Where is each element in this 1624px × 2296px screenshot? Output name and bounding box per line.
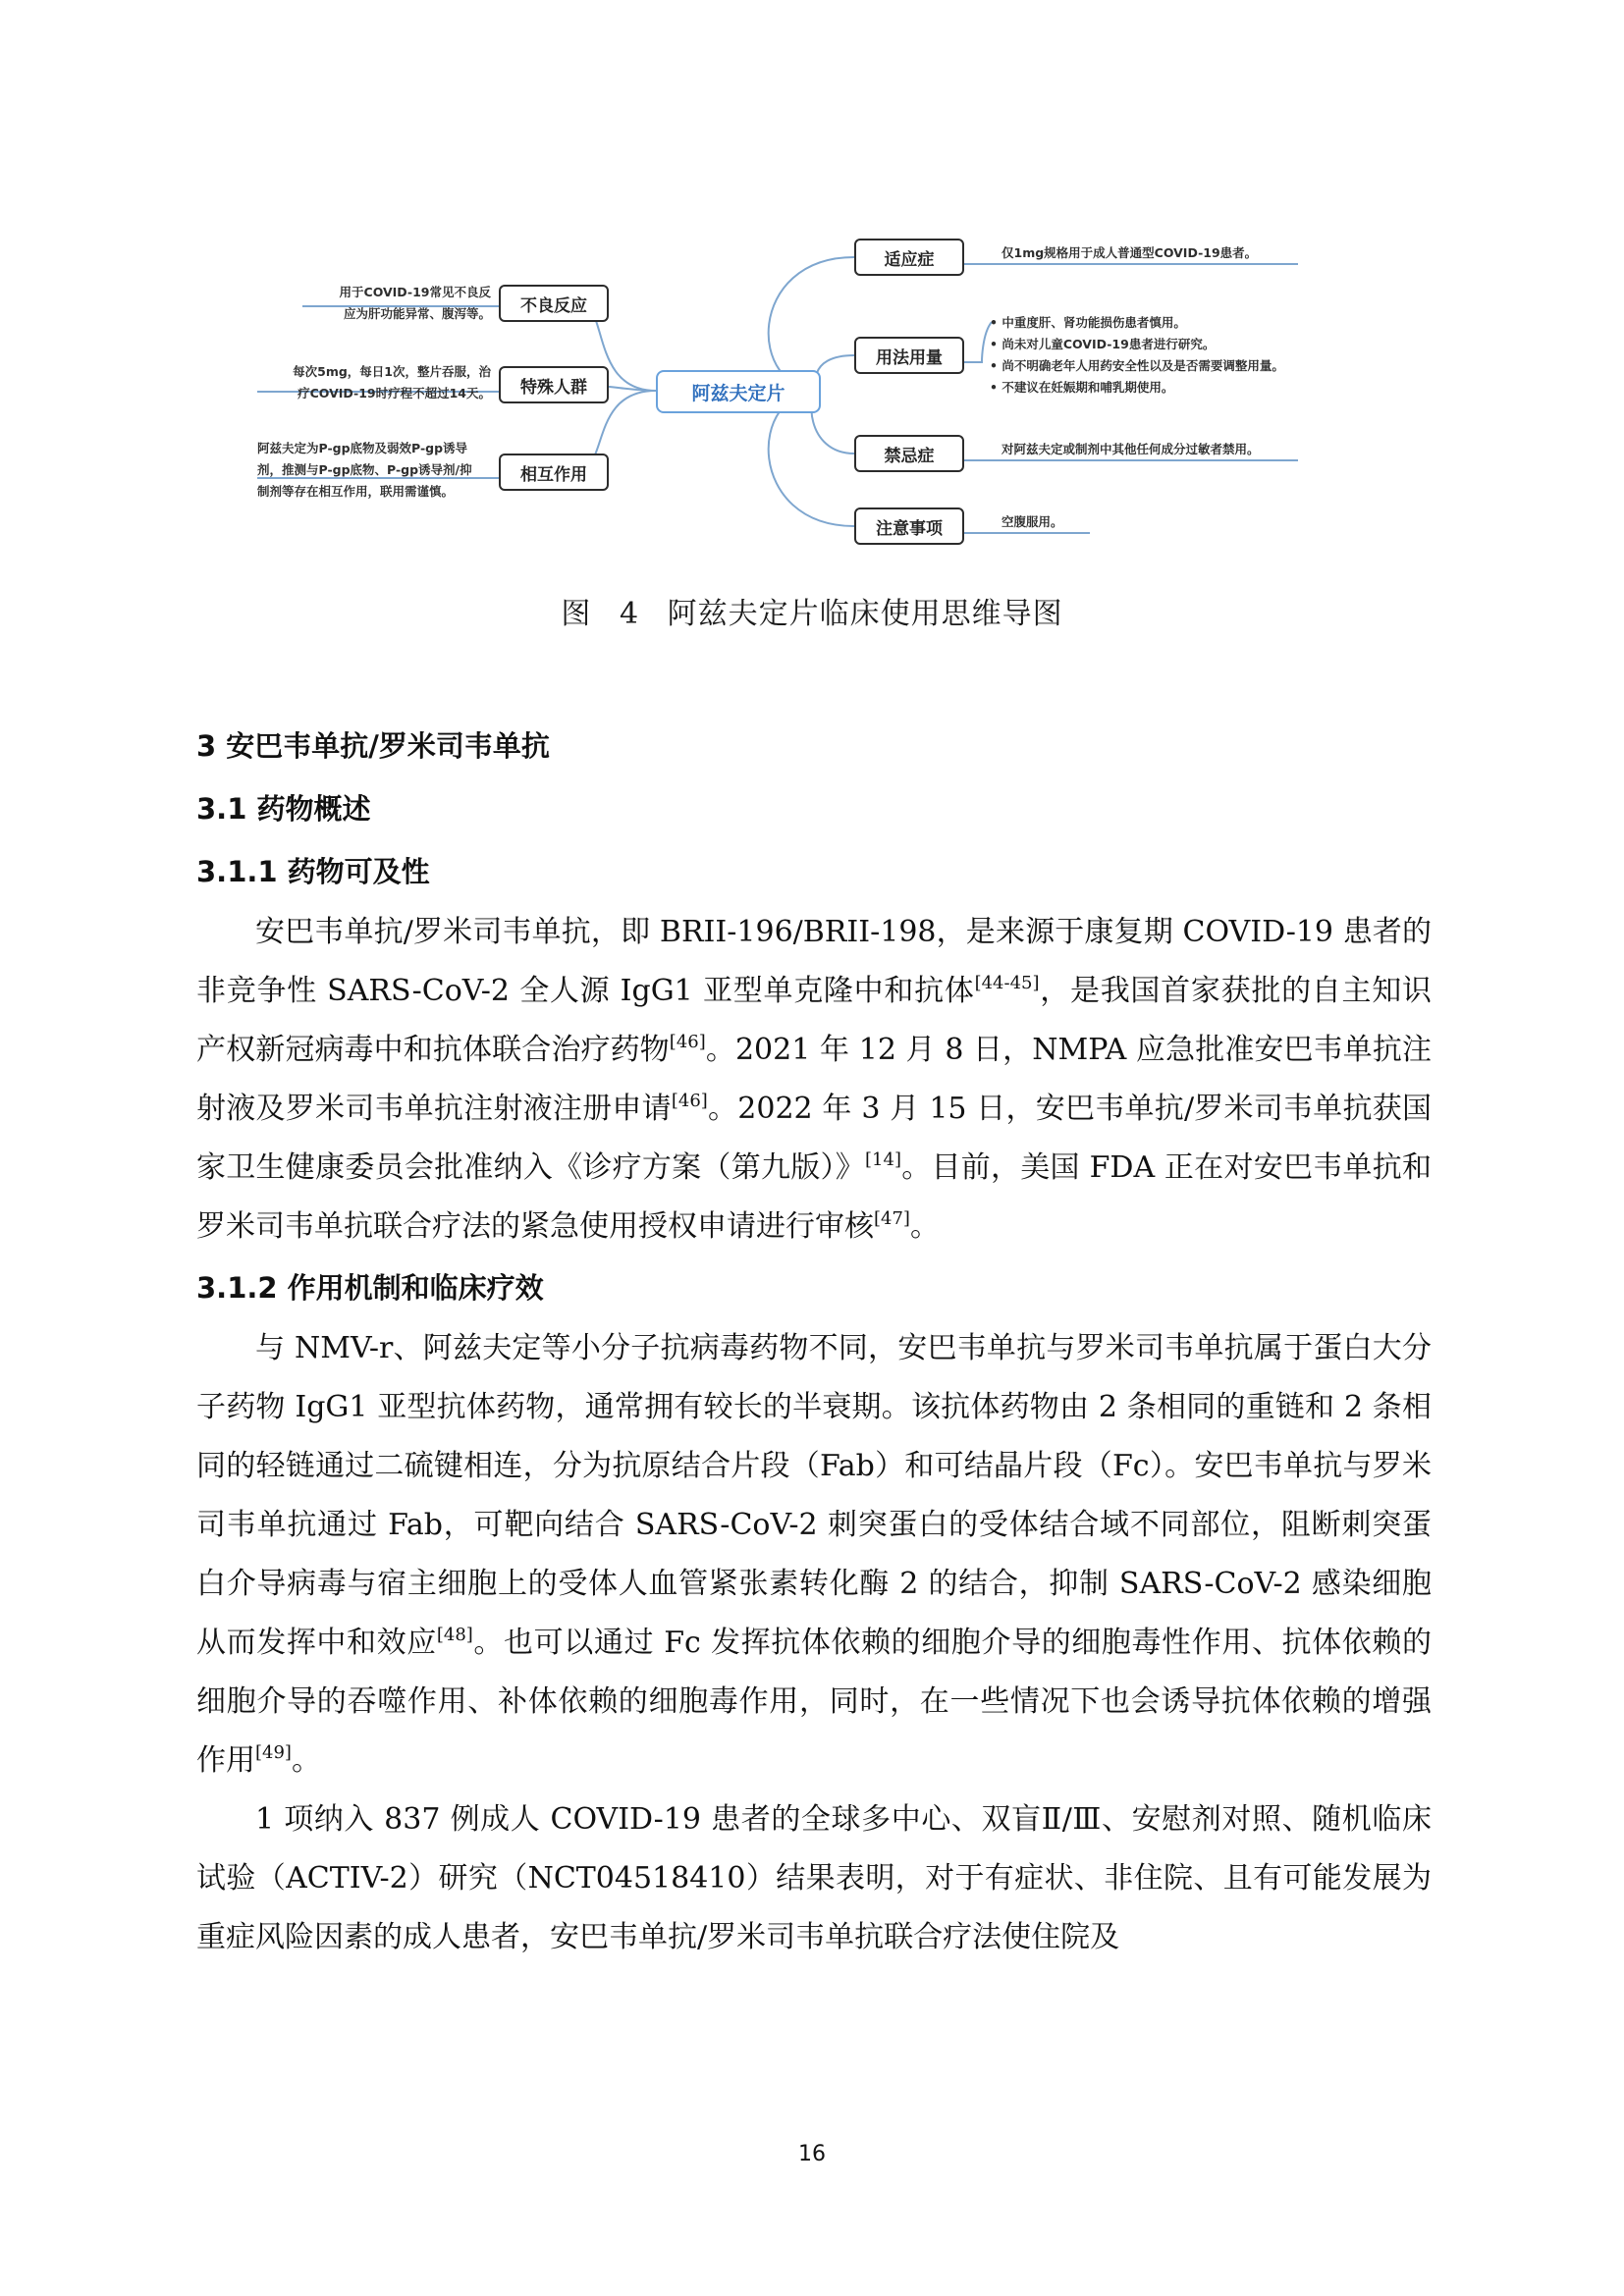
note-special-populations — [245, 361, 491, 404]
note-line: 对阿兹夫定或制剂中其他任何成分过敏者禁用。 — [1001, 442, 1260, 456]
node-contraindications: 禁忌症 — [854, 435, 964, 472]
citation-ref: [14] — [865, 1149, 901, 1170]
citation-ref: [46] — [669, 1032, 706, 1052]
text-run: 。 — [909, 1209, 940, 1244]
paragraph — [196, 1319, 1432, 1790]
mind-map-lines — [0, 0, 1624, 569]
note-line: 每次5mg，每日1次，整片吞服，治 — [293, 364, 491, 379]
section-heading: 3.1.2 作用机制和临床疗效 — [196, 1271, 544, 1305]
section-heading: 3.1 药物概述 — [196, 792, 371, 826]
text-run: 。 — [291, 1743, 321, 1778]
note-line: 疗COVID-19时疗程不超过14天。 — [298, 386, 491, 400]
node-indications: 适应症 — [854, 239, 964, 276]
citation-ref: [46] — [671, 1091, 708, 1111]
citation-ref: [44-45] — [974, 973, 1040, 993]
text-run: 。目前，美国 FDA 正在对安巴韦单抗和罗米司韦单抗联合疗法的紧急使用授权申请进行审核 — [196, 1150, 1433, 1244]
underline-dosage — [964, 322, 992, 362]
text-run: 。也可以通过 Fc 发挥抗体依赖的细胞介导的细胞毒性作用、抗体依赖的细胞介导的吞噬作用、补体依赖的细胞毒作用，同时，在一些情况下也会诱导抗体依赖的增强作用 — [196, 1626, 1432, 1778]
note-line: 剂，推测与P-gp底物、P-gp诱导剂/抑 — [257, 462, 472, 477]
citation-ref: [48] — [436, 1625, 473, 1645]
note-adverse-reactions — [295, 282, 491, 325]
citation-ref: [47] — [874, 1208, 910, 1229]
note-line: 阿兹夫定为P-gp底物及弱效P-gp诱导 — [257, 441, 468, 455]
paragraph — [196, 903, 1432, 1256]
section-heading: 3.1.1 药物可及性 — [196, 855, 430, 888]
note-line: 应为肝功能异常、腹泻等。 — [343, 306, 491, 321]
text-run: 。2022 年 3 月 15 日，安巴韦单抗/罗米司韦单抗获国家卫生健康委员会批准纳入《诊疗方案（第九版）》 — [196, 1092, 1432, 1185]
node-adverse-reactions: 不良反应 — [499, 285, 609, 322]
note-contraindications — [1001, 439, 1260, 460]
page-number: 16 — [798, 2142, 826, 2166]
note-dosage-administration — [990, 312, 1284, 399]
note-indications — [1001, 242, 1257, 264]
mind-map — [0, 0, 1624, 569]
section-heading: 3 安巴韦单抗/罗米司韦单抗 — [196, 729, 550, 763]
connector-right-dosage — [816, 355, 854, 391]
document-body — [196, 715, 1432, 1967]
node-dosage-administration: 用法用量 — [854, 337, 964, 374]
text-run: ，是我国首家获批的自主知识产权新冠病毒中和抗体联合治疗药物 — [196, 974, 1432, 1067]
node-special-populations: 特殊人群 — [499, 366, 609, 403]
note-drug-interactions — [257, 438, 493, 503]
text-run: 。2021 年 12 月 8 日，NMPA 应急批准安巴韦单抗注射液及罗米司韦单抗注射液注册申请 — [196, 1033, 1432, 1126]
note-line: 制剂等存在相互作用，联用需谨慎。 — [257, 484, 455, 499]
bullet-line: • 尚不明确老年人用药安全性以及是否需要调整用量。 — [990, 355, 1284, 377]
note-precautions — [1001, 511, 1063, 533]
note-line: 用于COVID-19常见不良反 — [339, 285, 491, 299]
paragraph — [196, 1790, 1432, 1967]
text-run: 1 项纳入 837 例成人 COVID-19 患者的全球多中心、双盲Ⅱ/Ⅲ、安慰剂对照、随机临床试验（ACTIV-2）研究（NCT04518410）结果表明，对于有症状、非住院、且有可能发展为重症风险因素的成人患者，安巴韦单抗/罗米司韦单抗联合疗法使住院及 — [196, 1802, 1432, 1954]
note-line: 仅1mg规格用于成人普通型COVID-19患者。 — [1001, 245, 1258, 260]
bullet-line: • 中重度肝、肾功能损伤患者慎用。 — [990, 312, 1284, 334]
text-run: 与 NMV-r、阿兹夫定等小分子抗病毒药物不同，安巴韦单抗与罗米司韦单抗属于蛋白大分子药物 IgG1 亚型抗体药物，通常拥有较长的半衰期。该抗体药物由 2 条相同的重链和 2 条相同的轻链通过二硫键相连，分为抗原结合片段（Fab）和可结晶片段（Fc）。安巴韦单抗与罗米司韦单抗通过 Fab，可靶向结合 SARS-CoV-2 刺突蛋白的受体结合域不同部位，阻断刺突蛋白介导病毒与宿主细胞上的受体人血管紧张素转化酶 2 的结合，抑制 SARS-CoV-2 感染细胞从而发挥中和效应 — [196, 1331, 1432, 1660]
text-run: 安巴韦单抗/罗米司韦单抗，即 BRII-196/BRII-198，是来源于康复期 COVID-19 患者的非竞争性 SARS-CoV-2 全人源 IgG1 亚型单克隆中和抗体 — [196, 915, 1432, 1008]
bullet-line: • 尚未对儿童COVID-19患者进行研究。 — [990, 334, 1284, 355]
note-line: 空腹服用。 — [1001, 514, 1063, 529]
figure-caption: 图 4 阿兹夫定片临床使用思维导图 — [561, 597, 1063, 631]
node-precautions: 注意事项 — [854, 507, 964, 545]
node-drug-interactions: 相互作用 — [499, 454, 609, 491]
bullet-line: • 不建议在妊娠期和哺乳期使用。 — [990, 377, 1284, 399]
central-node-azvudine: 阿兹夫定片 — [656, 370, 821, 413]
citation-ref: [49] — [255, 1742, 292, 1763]
